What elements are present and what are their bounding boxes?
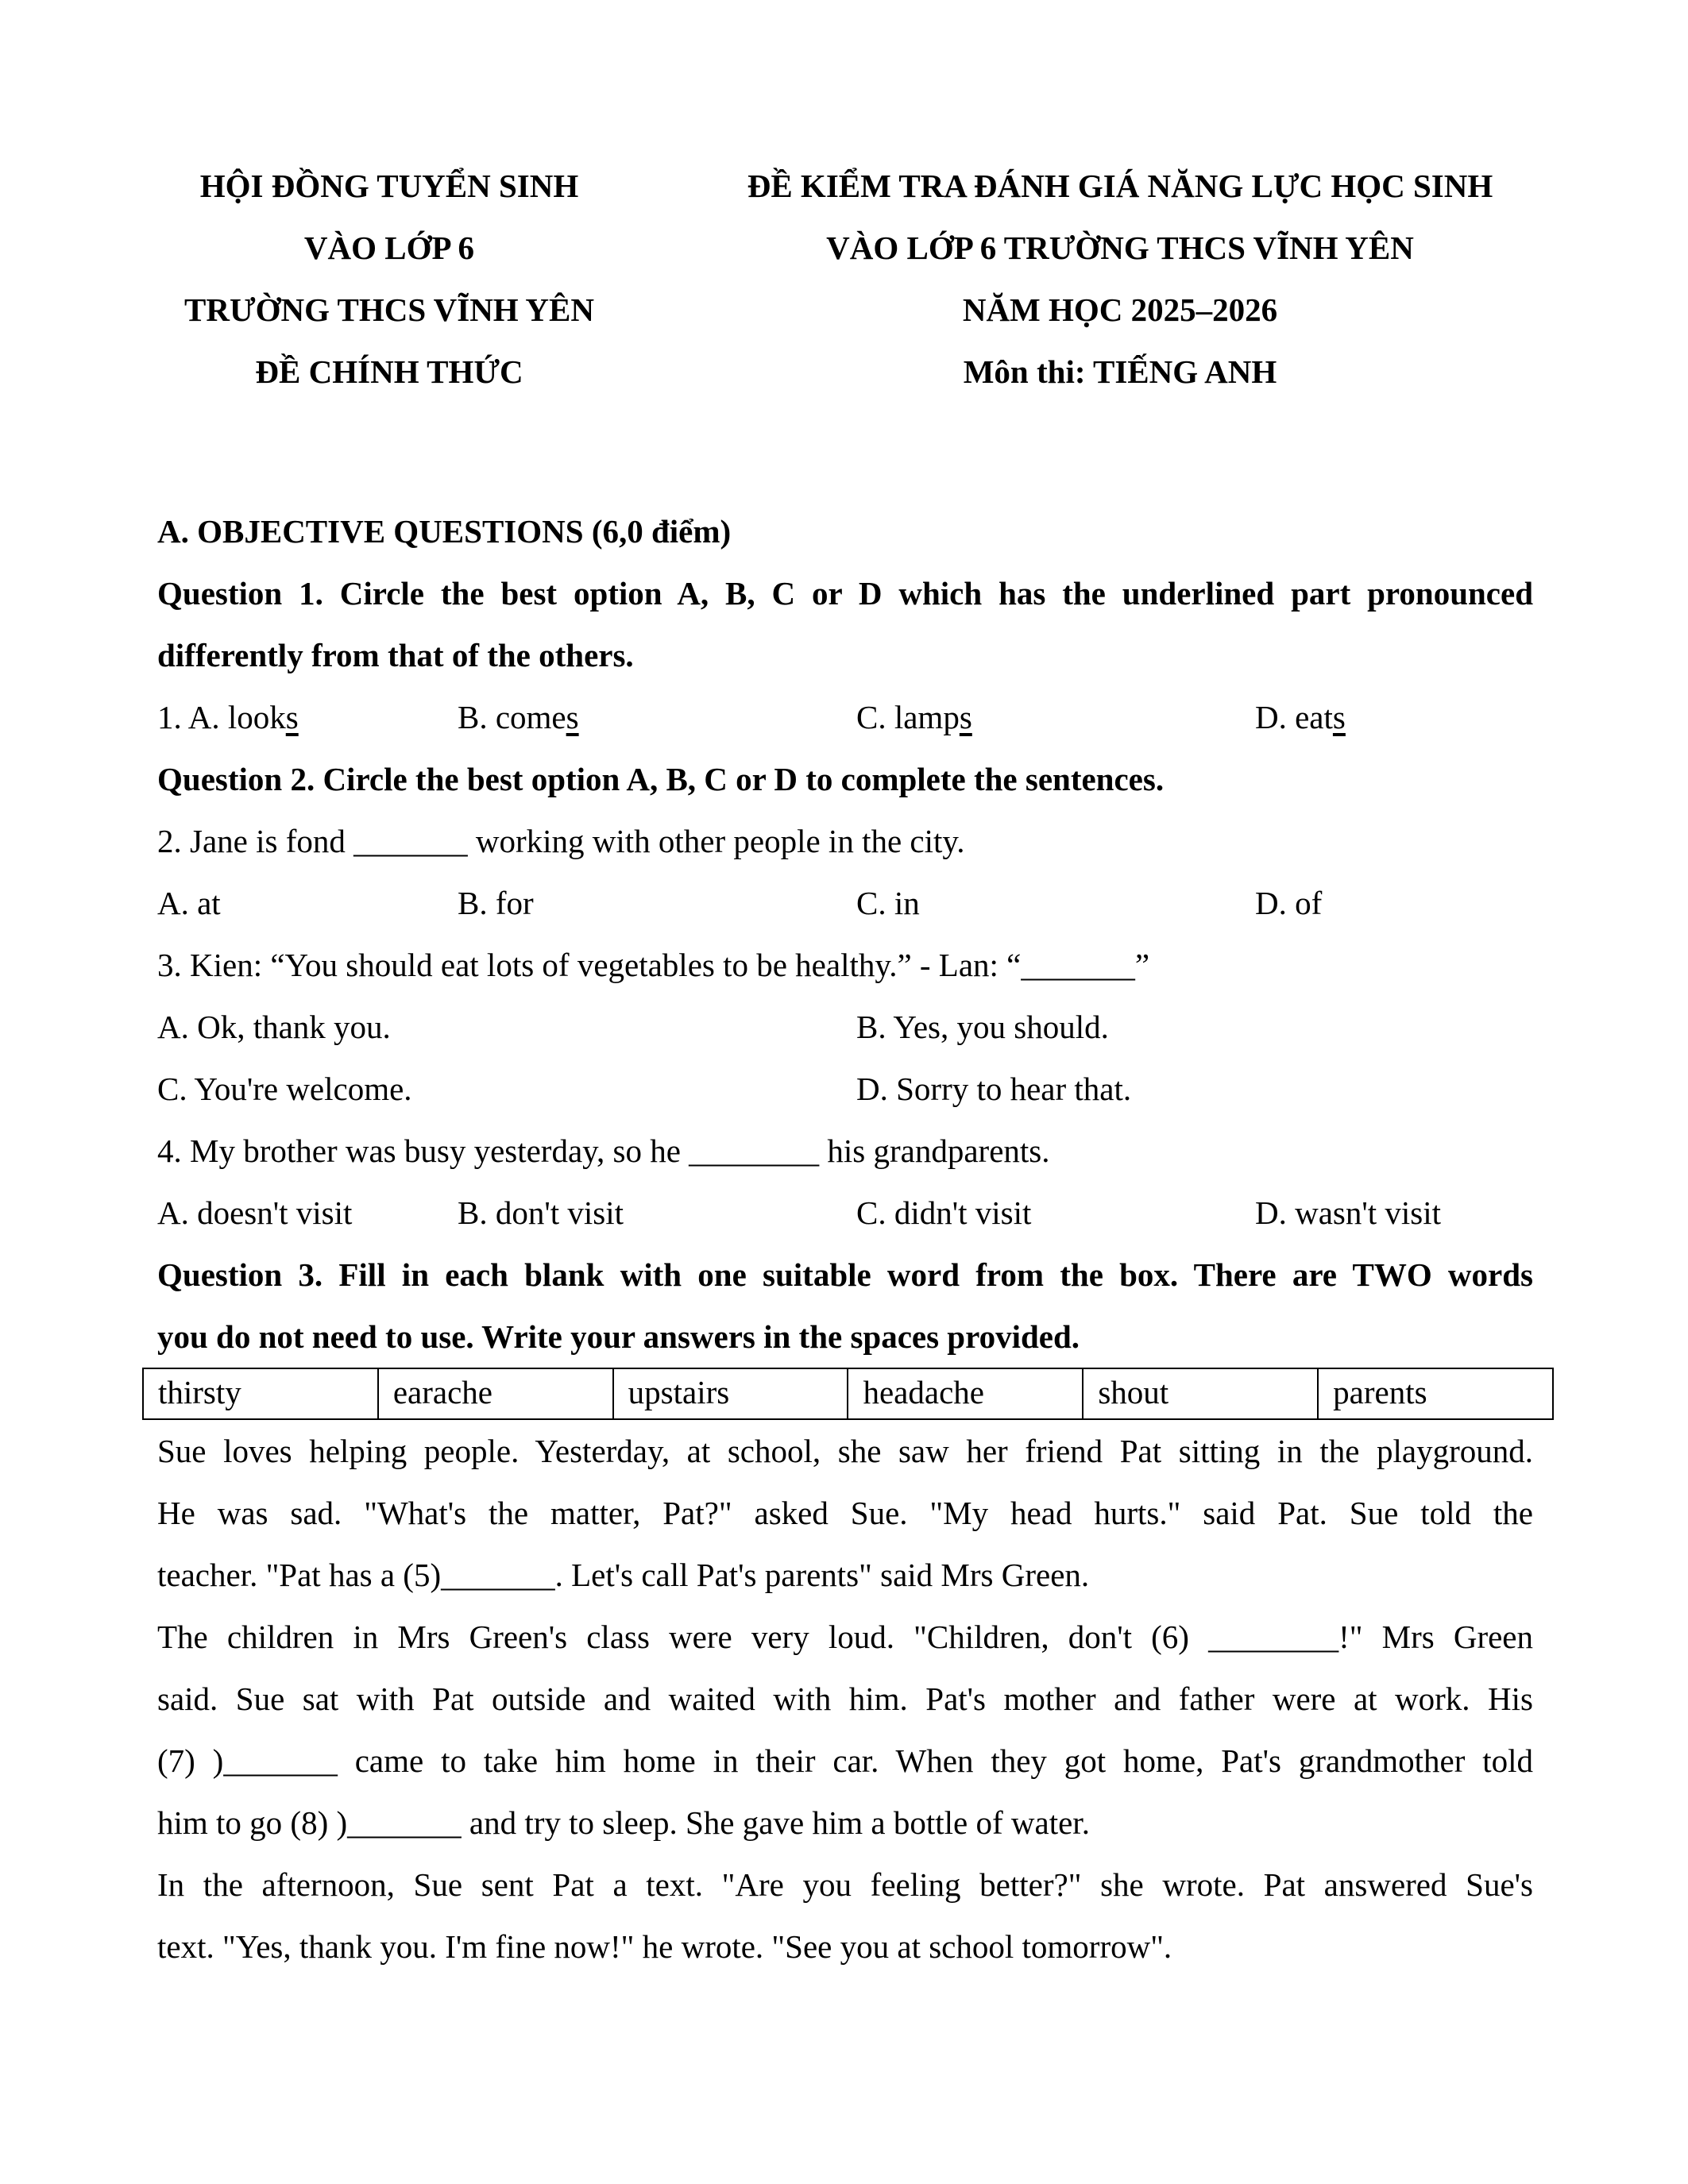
q2-instruction: Question 2. Circle the best option A, B, C or D to complete the sentences. (157, 761, 1165, 797)
passage-line: text. "Yes, thank you. I'm fine now!" he wrote. "See you at school tomorrow". (157, 1928, 1172, 1965)
item2-option-a[interactable]: A. at (157, 885, 221, 921)
word-box-row (143, 1368, 1553, 1419)
passage-line: teacher. "Pat has a (5)_______. Let's call Pat's parents" said Mrs Green. (157, 1557, 1090, 1593)
item3-option-c[interactable]: C. You're welcome. (157, 1071, 412, 1107)
q1-option-a[interactable]: 1. A. looks (157, 699, 299, 735)
q2-item-4-stem: 4. My brother was busy yesterday, so he ________ his grandparents. (157, 1133, 1050, 1169)
item4-option-d[interactable]: D. wasn't visit (1255, 1194, 1442, 1231)
subject: Môn thi: TIẾNG ANH (963, 353, 1277, 390)
q2-item-4-options (157, 1182, 1533, 1244)
section-a-title: A. OBJECTIVE QUESTIONS (6,0 điểm) (157, 513, 732, 550)
word-box-cell: thirsty (143, 1368, 378, 1419)
passage-line: said. Sue sat with Pat outside and waited with him. Pat's mother and father were at work. His (157, 1680, 1533, 1717)
q3-instruction-2: you do not need to use. Write your answers in the spaces provided. (157, 1318, 1080, 1355)
word-box-cell: upstairs (613, 1368, 848, 1419)
item3-option-a[interactable]: A. Ok, thank you. (157, 1009, 391, 1045)
passage-line: In the afternoon, Sue sent Pat a text. "Are you feeling better?" she wrote. Pat answered Sue's (157, 1866, 1533, 1903)
word-box-cell: earache (378, 1368, 613, 1419)
q3-instruction-1: Question 3. Fill in each blank with one suitable word from the box. There are TWO words (157, 1256, 1533, 1293)
item2-option-d[interactable]: D. of (1255, 885, 1323, 921)
q2-item-2-stem: 2. Jane is fond _______ working with other people in the city. (157, 823, 965, 859)
item4-option-c[interactable]: C. didn't visit (856, 1194, 1032, 1231)
q2-item-3-options-ab (157, 996, 1533, 1058)
passage-line: Sue loves helping people. Yesterday, at school, she saw her friend Pat sitting in the playground. (157, 1433, 1533, 1469)
q2-item-2-options (157, 872, 1533, 934)
item3-option-b[interactable]: B. Yes, you should. (856, 1009, 1109, 1045)
passage-line: He was sad. "What's the matter, Pat?" asked Sue. "My head hurts." said Pat. Sue told the (157, 1495, 1533, 1531)
item4-option-b[interactable]: B. don't visit (458, 1194, 624, 1231)
item4-option-a[interactable]: A. doesn't visit (157, 1194, 353, 1231)
exam-title-header (683, 155, 1557, 403)
q1-options (157, 686, 1533, 748)
council-line-1: HỘI ĐỒNG TUYỂN SINH (199, 168, 579, 204)
official-label: ĐỀ CHÍNH THỨC (255, 353, 523, 390)
passage-line: him to go (8) )_______ and try to sleep. She gave him a bottle of water. (157, 1804, 1090, 1841)
council-header (143, 155, 635, 403)
council-line-3: TRƯỜNG THCS VĨNH YÊN (183, 291, 594, 328)
passage-line: (7) )_______ came to take him home in their car. When they got home, Pat's grandmother told (157, 1742, 1533, 1779)
council-line-2: VÀO LỚP 6 (303, 230, 475, 266)
q1-instruction-2: differently from that of the others. (157, 637, 634, 673)
word-box (142, 1368, 1554, 1420)
reading-passage (157, 1420, 1533, 1978)
q2-item-3-options-cd (157, 1058, 1533, 1120)
word-box-cell: parents (1318, 1368, 1553, 1419)
word-box-cell: shout (1083, 1368, 1318, 1419)
exam-title-line-1: ĐỀ KIỂM TRA ĐÁNH GIÁ NĂNG LỰC HỌC SINH (747, 168, 1493, 204)
q1-option-b[interactable]: B. comes (458, 699, 579, 735)
item3-option-d[interactable]: D. Sorry to hear that. (856, 1071, 1132, 1107)
school-year: NĂM HỌC 2025–2026 (962, 291, 1278, 328)
word-box-cell: headache (848, 1368, 1083, 1419)
q1-option-d[interactable]: D. eats (1255, 699, 1346, 735)
q1-option-c[interactable]: C. lamps (856, 699, 972, 735)
exam-body (157, 500, 1533, 1978)
passage-line: The children in Mrs Green's class were very loud. "Children, don't (6) ________!" Mrs Green (157, 1619, 1533, 1655)
q2-item-3-stem: 3. Kien: “You should eat lots of vegetables to be healthy.” - Lan: “_______” (157, 947, 1150, 983)
q1-instruction-1: Question 1. Circle the best option A, B, C or D which has the underlined part pronounced (157, 575, 1533, 612)
item2-option-c[interactable]: C. in (856, 885, 920, 921)
exam-title-line-2: VÀO LỚP 6 TRƯỜNG THCS VĨNH YÊN (826, 230, 1414, 266)
item2-option-b[interactable]: B. for (458, 885, 534, 921)
